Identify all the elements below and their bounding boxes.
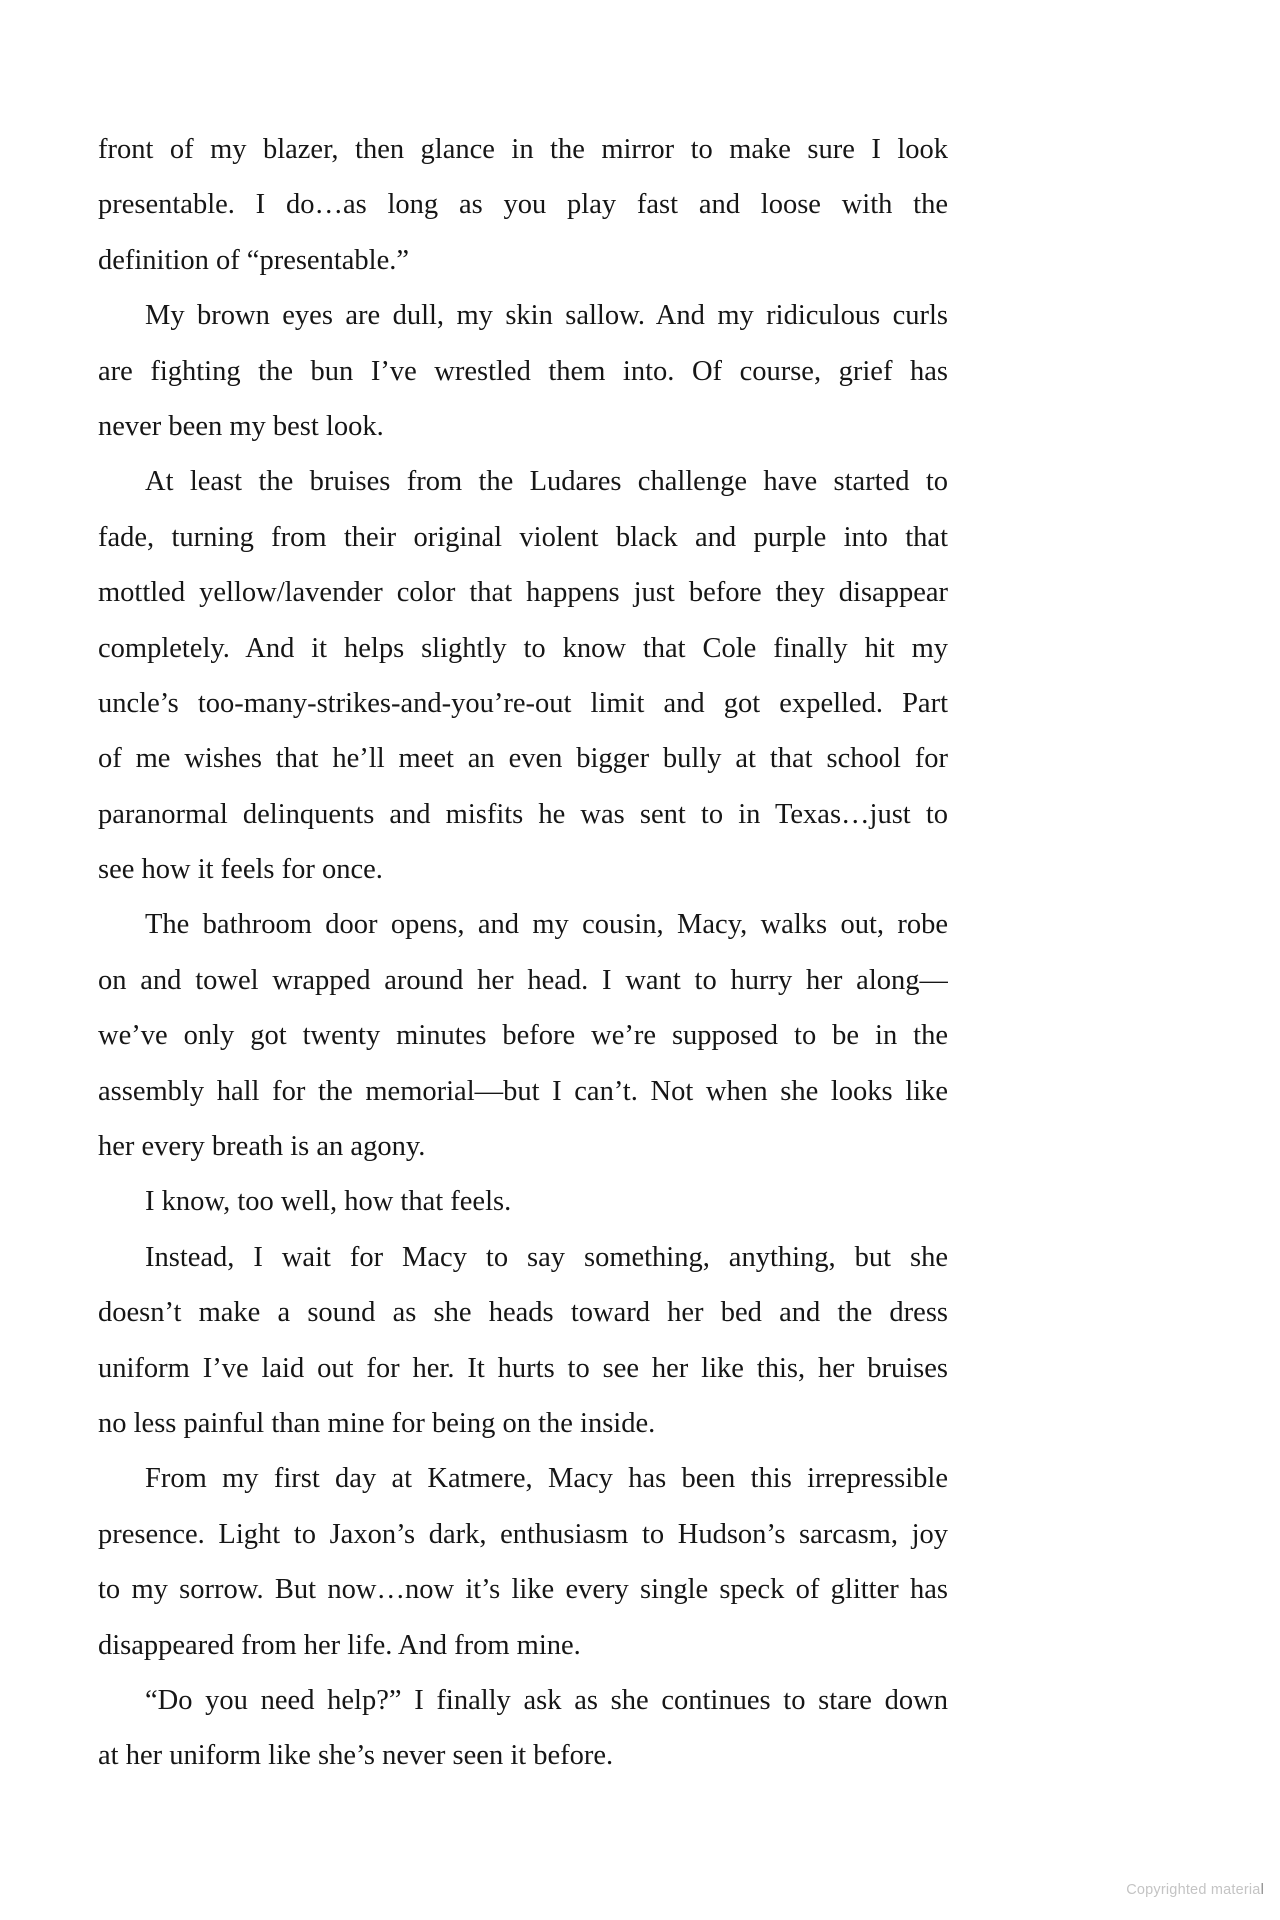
text-line: “Do you need help?” I finally ask as she continues to stare down (145, 1684, 948, 1716)
text-line: of me wishes that he’ll meet an even bigger bully at that school for (98, 743, 948, 775)
text-line: The bathroom door opens, and my cousin, Macy, walks out, robe (145, 909, 948, 941)
text-line: at her uniform like she’s never seen it before. (98, 1740, 614, 1772)
text-line: uncle’s too-many-strikes-and-you’re-out limit and got expelled. Part (98, 687, 948, 719)
text-line: disappeared from her life. And from mine. (98, 1629, 581, 1661)
paragraph (98, 1451, 948, 1673)
text-line: Instead, I wait for Macy to say something, anything, but she (145, 1241, 948, 1273)
paragraph (98, 897, 948, 1174)
text-line: to my sorrow. But now…now it’s like every single speck of glitter has (98, 1574, 948, 1606)
text-line: front of my blazer, then glance in the mirror to make sure I look (98, 134, 948, 165)
text-line: on and towel wrapped around her head. I want to hurry her along— (98, 964, 948, 996)
text-line: her every breath is an agony. (98, 1131, 426, 1163)
text-line: At least the bruises from the Ludares challenge have started to (145, 466, 948, 498)
text-line: no less painful than mine for being on the inside. (98, 1407, 656, 1439)
text-line: completely. And it helps slightly to know that Cole finally hit my (98, 632, 948, 664)
text-line: paranormal delinquents and misfits he was sent to in Texas…just to (98, 798, 948, 830)
text-line: From my first day at Katmere, Macy has been this irrepressible (145, 1463, 948, 1495)
text-line: presentable. I do…as long as you play fast and loose with the (98, 189, 948, 221)
page-text-block (98, 122, 948, 1784)
paragraph (98, 454, 948, 897)
text-line: never been my best look. (98, 410, 384, 442)
paragraph (98, 1230, 948, 1452)
paragraph (98, 1174, 948, 1229)
text-line: My brown eyes are dull, my skin sallow. And my ridiculous curls (145, 300, 948, 332)
text-line: are fighting the bun I’ve wrestled them into. Of course, grief has (98, 355, 948, 387)
text-line: I know, too well, how that feels. (145, 1186, 512, 1218)
copyrighted-material-watermark (1126, 1882, 1264, 1898)
text-line: we’ve only got twenty minutes before we’re supposed to be in the (98, 1020, 948, 1052)
text-line: fade, turning from their original violent black and purple into that (98, 521, 948, 553)
text-line: mottled yellow/lavender color that happens just before they disappear (98, 577, 948, 609)
paragraph (98, 288, 948, 454)
paragraph (98, 122, 948, 288)
text-line: assembly hall for the memorial—but I can’t. Not when she looks like (98, 1075, 948, 1107)
text-line: presence. Light to Jaxon’s dark, enthusiasm to Hudson’s sarcasm, joy (98, 1518, 948, 1550)
text-line: uniform I’ve laid out for her. It hurts to see her like this, her bruises (98, 1352, 948, 1384)
text-line: definition of “presentable.” (98, 244, 409, 276)
text-line: doesn’t make a sound as she heads toward her bed and the dress (98, 1297, 948, 1329)
watermark-text: Copyrighted materia (1126, 1882, 1261, 1898)
paragraph (98, 1673, 948, 1784)
text-line: see how it feels for once. (98, 854, 383, 886)
watermark-text-end: l (1260, 1882, 1264, 1898)
